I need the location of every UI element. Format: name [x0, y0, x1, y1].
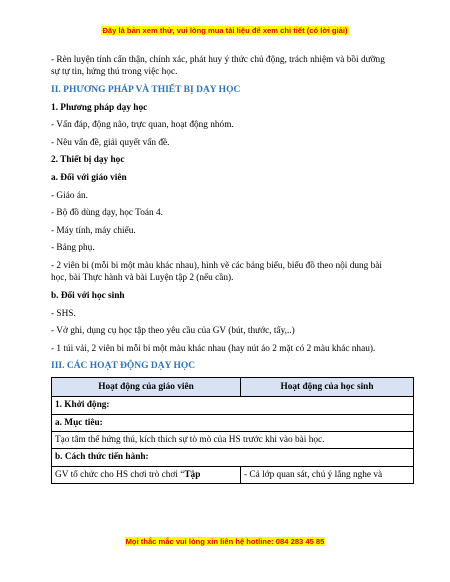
table-row [52, 449, 414, 466]
equipment-heading: 2. Thiết bị dạy học [51, 155, 125, 166]
student-item: - SHS. [51, 308, 76, 319]
table-row [52, 414, 414, 431]
teacher-heading: a. Đối với giáo viên [51, 172, 127, 183]
table-row [52, 397, 414, 414]
student-item: - Vở ghi, dụng cụ học tập theo yêu cầu của GV (bút, thước, tẩy,..) [51, 326, 295, 337]
method-item: - Nêu vấn đề, giải quyết vấn đề. [51, 137, 170, 148]
hotline-banner-text: Mọi thắc mắc vui lòng xin liên hệ hotline: 084 283 45 85 [125, 537, 325, 546]
teacher-cell [52, 466, 241, 483]
section-2-heading: II. PHƯƠNG PHÁP VÀ THIẾT BỊ DẠY HỌC [51, 85, 241, 95]
header-student: Hoạt động của học sinh [241, 377, 414, 396]
section-3-heading: III. CÁC HOẠT ĐỘNG DẠY HỌC [51, 361, 196, 372]
table-row [52, 466, 414, 483]
teacher-cell-text: GV tổ chức cho HS chơi trò chơi “ [55, 469, 185, 480]
method-item: - Vấn đáp, động não, trực quan, hoạt động nhóm. [51, 120, 234, 131]
preview-banner-text: Đây là bản xem thử, vui lòng mua tài liệu để xem chi tiết (có lời giải) [102, 26, 348, 35]
student-cell: - Cả lớp quan sát, chú ý lắng nghe và [241, 466, 414, 483]
preview-banner [0, 26, 450, 35]
teacher-item: - 2 viên bi (mỗi bi một màu khác nhau), hình vẽ các bảng biểu, biểu đồ theo nội dung bài học, bài Thực hành và bài Luyện tập 2 (nếu cần). [51, 260, 382, 284]
header-teacher: Hoạt động của giáo viên [52, 377, 241, 396]
goal-text: Tạo tâm thế hứng thú, kích thích sự tò mò của HS trước khi vào bài học. [52, 431, 414, 448]
teacher-item: - Giáo án. [51, 190, 88, 201]
teacher-cell-bold: Tập [184, 469, 201, 480]
goal-label: a. Mục tiêu: [52, 414, 414, 431]
teacher-item: - Máy tính, máy chiếu. [51, 225, 136, 236]
method-label: b. Cách thức tiến hành: [52, 449, 414, 466]
student-item: - 1 túi vải, 2 viên bi mỗi bi một màu khác nhau (hay nút áo 2 mặt có 2 màu khác nhau). [51, 343, 376, 354]
hotline-banner [0, 537, 450, 546]
intro-paragraph: - Rèn luyện tính cẩn thận, chính xác, phát huy ý thức chủ động, trách nhiệm và bồi dưỡng sự tự tin, hứng thú trong việc học. [51, 55, 385, 78]
document-body [51, 54, 394, 484]
table-header-row [52, 377, 414, 396]
teacher-item: - Bảng phụ. [51, 243, 95, 254]
table-row [52, 431, 414, 448]
startup-label: 1. Khởi động: [52, 397, 414, 414]
method-heading: 1. Phương pháp dạy học [51, 102, 148, 113]
student-heading: b. Đối với học sinh [51, 290, 125, 301]
teacher-item: - Bộ đồ dùng dạy, học Toán 4. [51, 208, 163, 219]
activities-table [51, 377, 414, 484]
